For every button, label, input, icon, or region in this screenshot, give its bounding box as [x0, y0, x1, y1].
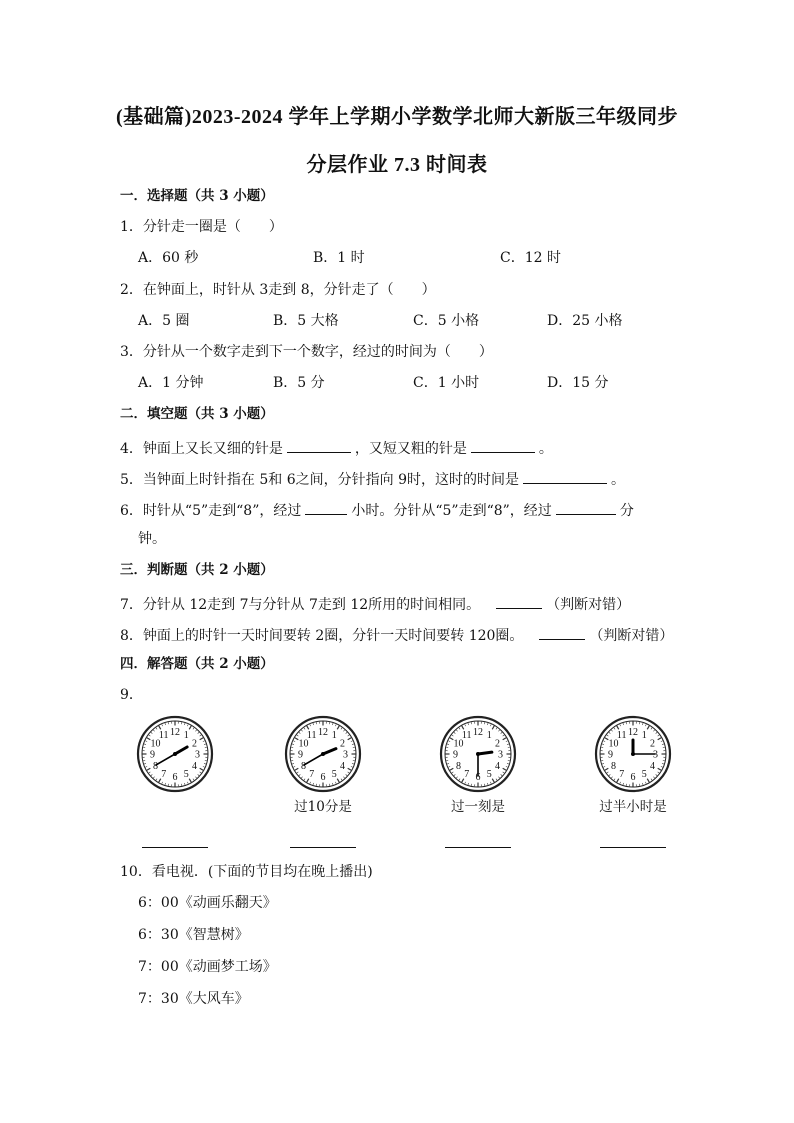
q3-option-c[interactable]: C．1 小时 [413, 375, 480, 391]
clock-number: 8 [456, 760, 462, 772]
clock-number: 11 [461, 730, 472, 742]
clock-number: 6 [320, 772, 326, 784]
clock-face-1 [136, 715, 214, 793]
clock-4-caption: 过半小时是 [599, 799, 667, 815]
clock-number: 5 [183, 769, 189, 781]
clock-number: 4 [494, 760, 500, 772]
clock-number: 1 [641, 730, 647, 742]
clock-face-2 [284, 715, 362, 793]
q4-text-1: 4．钟面上又长又细的针是 [120, 441, 283, 457]
clock-face-3 [439, 715, 517, 793]
q5-blank[interactable] [523, 467, 607, 484]
q7-suffix: （判断对错） [546, 597, 631, 613]
question-8 [120, 623, 673, 646]
clock-number: 12 [318, 727, 328, 739]
question-6 [120, 498, 634, 521]
q6-blank-2[interactable] [556, 498, 616, 515]
q5-text-2: 。 [610, 472, 625, 488]
clock-number: 1 [183, 730, 189, 742]
clock-number: 9 [608, 749, 613, 761]
clock-number: 11 [306, 730, 317, 742]
clock-number: 11 [158, 730, 169, 742]
q9-answer-blank-4[interactable] [600, 846, 666, 848]
clock-center-pin [631, 752, 635, 756]
section-fill-blank: 二．填空题（共 3 小题） [120, 406, 274, 422]
clock-number: 10 [298, 738, 309, 750]
question-4 [120, 436, 553, 459]
question-2: 2．在钟面上，时针从 3走到 8，分针走了（ ） [120, 282, 436, 298]
clock-number: 6 [475, 772, 481, 784]
clock-number: 10 [150, 738, 161, 750]
q1-option-b[interactable]: B．1 时 [313, 250, 365, 266]
clock-number: 10 [453, 738, 464, 750]
clock-number: 5 [641, 769, 647, 781]
q2-option-d[interactable]: D．25 小格 [547, 313, 623, 329]
clock-number: 2 [191, 738, 197, 750]
clock-number: 1 [486, 730, 492, 742]
clock-number: 12 [473, 727, 483, 739]
clock-number: 4 [339, 760, 345, 772]
clock-number: 8 [611, 760, 617, 772]
clock-number: 3 [653, 749, 658, 761]
clock-number: 11 [616, 730, 627, 742]
q2-option-a[interactable]: A．5 圈 [138, 313, 190, 329]
q6-blank-1[interactable] [305, 498, 347, 515]
clock-hour-hand [478, 752, 492, 754]
question-3: 3．分针从一个数字走到下一个数字，经过的时间为（ ） [120, 344, 493, 360]
tv-program-2: 6：30《智慧树》 [138, 927, 249, 943]
q1-option-a[interactable]: A．60 秒 [138, 250, 199, 266]
q8-text: 8．钟面上的时针一天时间要转 2圈，分针一天时间要转 120圈。 [120, 628, 524, 644]
clock-number: 4 [191, 760, 197, 772]
q9-answer-blank-1[interactable] [142, 846, 208, 848]
q6-text-3: 分 [619, 503, 634, 519]
clock-number: 2 [339, 738, 345, 750]
clock-number: 4 [649, 760, 655, 772]
question-1: 1．分针走一圈是（ ） [120, 219, 283, 235]
clock-number: 2 [649, 738, 655, 750]
clock-number: 7 [161, 769, 167, 781]
clock-number: 10 [608, 738, 619, 750]
q4-text-2: ，又短又粗的针是 [354, 441, 467, 457]
clock-number: 9 [298, 749, 303, 761]
clock-number: 12 [170, 727, 180, 739]
clock-3-caption: 过一刻是 [451, 799, 505, 815]
q2-option-c[interactable]: C．5 小格 [413, 313, 480, 329]
tv-program-3: 7：00《动画梦工场》 [138, 959, 277, 975]
q5-text-1: 5．当钟面上时针指在 5和 6之间，分针指向 9时，这时的时间是 [120, 472, 519, 488]
q3-option-b[interactable]: B．5 分 [273, 375, 325, 391]
clock-number: 3 [498, 749, 503, 761]
q7-blank[interactable] [496, 592, 542, 609]
clock-center-pin [476, 752, 480, 756]
question-5 [120, 467, 625, 490]
clock-number: 3 [343, 749, 348, 761]
clock-center-pin [173, 752, 177, 756]
clock-number: 7 [309, 769, 315, 781]
clock-face-4 [594, 715, 672, 793]
q6-text-2: 小时。分针从“5”走到“8”，经过 [351, 503, 552, 519]
q4-blank-1[interactable] [287, 436, 351, 453]
question-10: 10．看电视．(下面的节目均在晚上播出) [120, 864, 373, 880]
q1-option-c[interactable]: C．12 时 [500, 250, 561, 266]
section-solve: 四．解答题（共 2 小题） [120, 656, 274, 672]
clock-number: 9 [453, 749, 458, 761]
q8-suffix: （判断对错） [589, 628, 674, 644]
q3-option-a[interactable]: A．1 分钟 [138, 375, 204, 391]
clock-number: 3 [195, 749, 200, 761]
q4-blank-2[interactable] [471, 436, 535, 453]
q6-text-1: 6．时针从“5”走到“8”，经过 [120, 503, 302, 519]
clock-number: 7 [619, 769, 625, 781]
q9-answer-blank-2[interactable] [290, 846, 356, 848]
clock-number: 2 [494, 738, 500, 750]
q3-option-d[interactable]: D．15 分 [547, 375, 609, 391]
clock-number: 8 [301, 760, 307, 772]
q9-answer-blank-3[interactable] [445, 846, 511, 848]
q8-blank[interactable] [539, 623, 585, 640]
question-6-continued: 钟。 [138, 531, 166, 547]
q7-text: 7．分针从 12走到 7与分针从 7走到 12所用的时间相同。 [120, 597, 481, 613]
clock-number: 9 [150, 749, 155, 761]
q2-option-b[interactable]: B．5 大格 [273, 313, 339, 329]
question-9-label: 9． [120, 687, 143, 703]
clock-2-caption: 过10分是 [294, 799, 352, 815]
question-7 [120, 592, 630, 615]
tv-program-1: 6：00《动画乐翻天》 [138, 895, 277, 911]
section-choice: 一．选择题（共 3 小题） [120, 188, 274, 204]
clock-center-pin [321, 752, 325, 756]
clock-number: 5 [486, 769, 492, 781]
clock-number: 6 [630, 772, 636, 784]
clock-number: 1 [331, 730, 337, 742]
tv-program-4: 7：30《大风车》 [138, 991, 249, 1007]
q4-text-3: 。 [538, 441, 553, 457]
title-line-1: (基础篇)2023-2024 学年上学期小学数学北师大新版三年级同步 [116, 106, 678, 128]
section-true-false: 三．判断题（共 2 小题） [120, 562, 274, 578]
clock-number: 7 [464, 769, 470, 781]
clock-number: 8 [153, 760, 159, 772]
clock-number: 5 [331, 769, 337, 781]
clock-number: 6 [172, 772, 178, 784]
clock-number: 12 [628, 727, 638, 739]
title-line-2: 分层作业 7.3 时间表 [306, 154, 488, 176]
